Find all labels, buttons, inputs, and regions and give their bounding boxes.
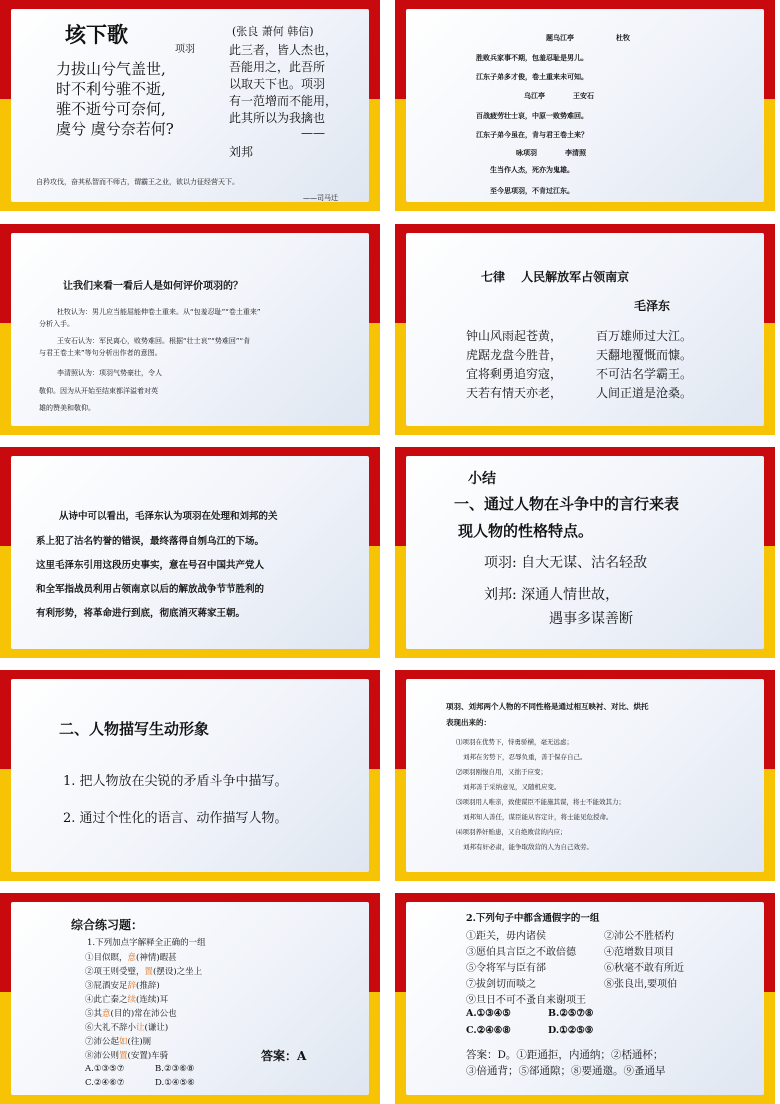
option-b: B.②③⑥⑧ xyxy=(155,1064,195,1074)
poem-line: 骓不逝兮可奈何, xyxy=(56,100,166,118)
exercise-item xyxy=(85,965,202,977)
answer: ③倍通背；⑤郤通隙；⑧要通邀。⑨蚤通早 xyxy=(466,1065,666,1077)
poem-line: 天翻地覆慨而慷。 xyxy=(596,348,693,362)
comment-line: 王安石认为：军民离心，败势难回。根据“壮士哀”“势难回”“肯 xyxy=(57,337,251,345)
slide-10-panel xyxy=(406,902,764,1095)
highlighted-char: 辞 xyxy=(127,981,137,991)
exercise-item xyxy=(85,993,168,1005)
section-item: 2. 通过个性化的语言、动作描写人物。 xyxy=(63,811,288,826)
exercise-title: 综合练习题： xyxy=(71,918,144,932)
slide-9-panel xyxy=(11,902,369,1095)
exercise-item xyxy=(85,1049,168,1061)
exercise-item: ②沛公不胜桮杓 xyxy=(604,931,674,942)
option-b: B.②⑤⑦⑧ xyxy=(548,1008,594,1019)
contrast-line: ⑵项羽刚愎自用，又拙于应变； xyxy=(456,768,547,776)
item-text: (谦让) xyxy=(144,1023,169,1033)
contrast-intro: 表现出来的： xyxy=(446,718,491,727)
slide-10 xyxy=(395,893,775,1104)
slide-8 xyxy=(395,670,775,881)
liu-bang-trait: 刘邦: 深通人情世故， xyxy=(484,587,620,603)
exercise-item: ④范增数目项目 xyxy=(604,947,674,958)
analysis-line: 和全军指战员利用占领南京以后的解放战争节节胜利的 xyxy=(36,584,265,595)
item-text: (神情)暇甚 xyxy=(136,953,177,963)
slide-8-panel xyxy=(406,679,764,872)
section-item: 1. 把人物放在尖锐的矛盾斗争中描写。 xyxy=(63,774,288,789)
exercise-item xyxy=(85,1035,151,1047)
section-title: 二、人物描写生动形象 xyxy=(59,720,210,738)
slide-1 xyxy=(0,0,380,211)
highlighted-char: 让 xyxy=(136,1023,145,1033)
comment-line: 雄的赞美和敬仰。 xyxy=(39,404,95,412)
poem-author: 毛泽东 xyxy=(634,299,671,313)
exercise-item: ⑤令将军与臣有郤 xyxy=(466,963,546,974)
quote-line: 吾能用之，此吾所 xyxy=(229,60,326,74)
exercise-item: ③愿伯具言臣之不敢倍德 xyxy=(466,947,576,958)
poem-line: 天若有情天亦老， xyxy=(466,386,563,400)
poem-line: 江东子弟多才俊，卷土重来未可知。 xyxy=(476,73,588,81)
poem-line: 人间正道是沧桑。 xyxy=(596,386,693,400)
contrast-line: 刘邦有奸必肃，能争取敌营的人为自己效劳。 xyxy=(463,843,593,851)
poem-line: 力拔山兮气盖世, xyxy=(56,60,166,78)
highlighted-char: 置 xyxy=(144,967,154,977)
historian-source: ——司马迁 xyxy=(303,194,338,202)
exercise-item xyxy=(85,1021,168,1033)
slide-1-panel xyxy=(11,9,369,202)
exercise-item: ⑥秋毫不敢有所近 xyxy=(604,963,684,974)
quote-author: 刘邦 xyxy=(229,145,254,159)
poem-author: 项羽 xyxy=(175,44,195,55)
analysis-line: 有利形势，将革命进行到底，彻底消灭蒋家王朝。 xyxy=(36,608,246,619)
poem-line: 胜败兵家事不期，包羞忍耻是男儿。 xyxy=(476,54,588,62)
item-text: (往)厕 xyxy=(127,1037,152,1047)
summary-point: 现人物的性格特点。 xyxy=(458,522,594,540)
slide-7 xyxy=(0,670,380,881)
comment-line: 杜牧认为：男儿应当能屈能伸卷土重来。从“包羞忍耻”“卷土重来” xyxy=(57,308,261,316)
poem-line: 虞兮 虞兮奈若何? xyxy=(56,120,174,138)
slide-2-panel xyxy=(406,9,764,202)
poem-line: 江东子弟今虽在，肯与君王卷土来？ xyxy=(476,131,588,139)
highlighted-char: 置 xyxy=(119,1051,128,1061)
exercise-item: ⑨旦日不可不蚤自来谢项王 xyxy=(466,995,586,1006)
item-text: ⑥大礼不辞小 xyxy=(85,1023,137,1033)
slide-9 xyxy=(0,893,380,1104)
poem-title: 七律 人民解放军占领南京 xyxy=(481,270,630,284)
contrast-line: ⑷项羽养奸贻患，又自绝败营的内应； xyxy=(456,828,567,836)
contrast-line: 刘邦在劣势下，忍辱负重，善于保存自己。 xyxy=(463,753,587,761)
comment-line: 分析入手。 xyxy=(39,320,74,328)
highlighted-char: 意 xyxy=(127,953,137,963)
analysis-line: 从诗中可以看出，毛泽东认为项羽在处理和刘邦的关 xyxy=(59,511,278,522)
poem-line: 时不利兮骓不逝, xyxy=(56,80,166,98)
option-a: A.①③⑤⑦ xyxy=(85,1064,125,1074)
comment-line: 敬仰。因为从开始至结束都洋溢着对英 xyxy=(39,387,158,395)
quote-line: 此三者，皆人杰也， xyxy=(229,43,338,57)
poem-line: 至今思项羽，不肯过江东。 xyxy=(490,187,574,195)
item-text: ②项王则受璧， xyxy=(85,967,145,977)
exercise-question: 1.下列加点字解释全正确的一组 xyxy=(87,938,206,948)
item-text: (摆设)之坐上 xyxy=(153,967,203,977)
slide-3-panel xyxy=(11,233,369,426)
comment-line: 与君王卷土来”等句分析出作者的意图。 xyxy=(39,349,162,357)
poem-line: 不可沽名学霸王。 xyxy=(596,367,693,381)
poem-heading: 咏项羽 李清照 xyxy=(516,149,586,157)
slide-3 xyxy=(0,224,380,435)
poem-line: 百万雄师过大江。 xyxy=(596,329,693,343)
highlighted-char: 如 xyxy=(119,1037,128,1047)
slide-4 xyxy=(395,224,775,435)
item-text: (推辞) xyxy=(136,981,160,991)
exercise-item xyxy=(85,1007,177,1019)
option-c: C.②④⑥⑦ xyxy=(85,1078,125,1088)
exercise-item: ①距关，毋内诸侯 xyxy=(466,931,546,942)
poem-line: 钟山风雨起苍黄， xyxy=(466,329,563,343)
quote-dash: —— xyxy=(301,126,325,140)
poem-heading: 题乌江亭 杜牧 xyxy=(546,34,630,42)
xiang-yu-trait: 项羽: 自大无谋、沽名轻敌 xyxy=(484,555,648,571)
poem-heading: 乌江亭 王安石 xyxy=(524,92,594,100)
exercise-item: ⑦拔剑切而啖之 xyxy=(466,979,536,990)
item-text: ⑦沛公起 xyxy=(85,1037,120,1047)
slide-title: 让我们来看一看后人是如何评价项羽的？ xyxy=(63,281,243,292)
exercise-item: ⑧张良出,要项伯 xyxy=(604,979,678,990)
option-d: D.①④⑤⑥ xyxy=(155,1078,195,1088)
poem-line: 生当作人杰，死亦为鬼雄。 xyxy=(490,166,574,174)
item-text: ④此亡秦之 xyxy=(85,995,128,1005)
poem-title: 垓下歌 xyxy=(65,22,128,47)
quote-line: 以取天下也。项羽 xyxy=(229,77,326,91)
summary-title: 小结 xyxy=(468,471,496,487)
slide-5-panel xyxy=(11,456,369,649)
slide-7-panel xyxy=(11,679,369,872)
contrast-line: ⑶项羽用人唯亲，致使谋臣不能施其谋，将士不能效其力； xyxy=(456,798,625,806)
analysis-line: 这里毛泽东引用这段历史事实，意在号召中国共产党人 xyxy=(36,560,265,571)
poem-line: 百战疲劳壮士哀，中原一败势难回。 xyxy=(476,112,588,120)
option-a: A.①③④⑤ xyxy=(466,1008,511,1019)
item-text: ③屁酒安足 xyxy=(85,981,128,991)
exercise-item xyxy=(85,951,177,963)
answer: 答案：A xyxy=(261,1049,307,1063)
answer: 答案：D。①距通拒，内通纳；②桮通杯； xyxy=(466,1049,664,1061)
item-text: ①目似瞑， xyxy=(85,953,128,963)
quote-line: (张良 萧何 韩信) xyxy=(232,25,314,38)
contrast-line: 刘邦善于采纳意见，又随机应变。 xyxy=(463,783,561,791)
contrast-intro: 项羽、刘邦两个人物的不同性格是通过相互映衬、对比、烘托 xyxy=(446,702,649,711)
poem-line: 虎踞龙盘今胜昔， xyxy=(466,348,563,362)
item-text: ⑧沛公则 xyxy=(85,1051,120,1061)
highlighted-char: 意 xyxy=(102,1009,111,1019)
slide-5 xyxy=(0,447,380,658)
highlighted-char: 续 xyxy=(127,995,137,1005)
slide-6 xyxy=(395,447,775,658)
option-c: C.②④⑥⑧ xyxy=(466,1025,511,1036)
slide-2 xyxy=(395,0,775,211)
exercise-item xyxy=(85,979,160,991)
poem-line: 宜将剩勇追穷寇， xyxy=(466,367,563,381)
slide-4-panel xyxy=(406,233,764,426)
item-text: (连续)耳 xyxy=(136,995,169,1005)
contrast-line: 刘邦知人善任，谋臣能从容定计，将士能见危授命。 xyxy=(463,813,613,821)
quote-line: 此其所以为我擒也 xyxy=(229,111,326,125)
slide-6-panel xyxy=(406,456,764,649)
item-text: (安置)车骑 xyxy=(127,1051,169,1061)
contrast-line: ⑴项羽在优势下，恃勇骄横，毫无远虑； xyxy=(456,738,573,746)
summary-point: 一、通过人物在斗争中的言行来表 xyxy=(454,495,680,513)
option-d: D.①②⑤⑨ xyxy=(548,1025,594,1036)
historian-quote: 自矜攻伐，奋其私智而不师古，谓霸王之业，欲以力征经营天下。 xyxy=(36,178,239,186)
analysis-line: 系上犯了沽名钓誉的错误，最终落得自刎乌江的下场。 xyxy=(36,536,265,547)
comment-line: 李清照认为：项羽气势豪壮，令人 xyxy=(57,369,162,377)
liu-bang-trait-2: 遇事多谋善断 xyxy=(549,611,633,627)
item-text: (目的)常在沛公也 xyxy=(110,1009,177,1019)
quote-line: 有一范增而不能用， xyxy=(229,94,338,108)
item-text: ⑤其 xyxy=(85,1009,103,1019)
exercise-question: 2.下列句子中都含通假字的一组 xyxy=(466,913,600,924)
